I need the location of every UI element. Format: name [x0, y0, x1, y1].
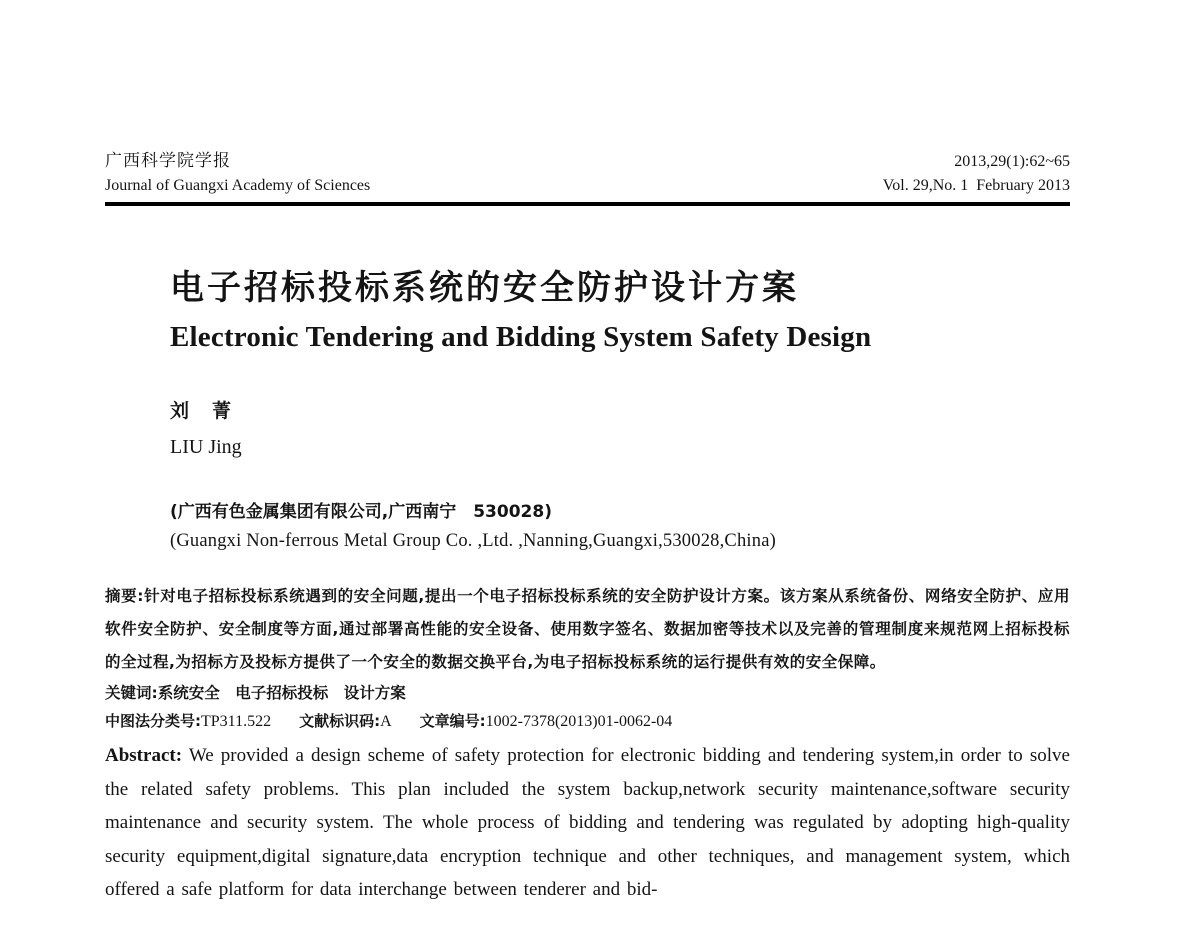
doc-code-value: A [380, 713, 392, 730]
article-id-value: 1002-7378(2013)01-0062-04 [485, 713, 673, 730]
volume-info: Vol. 29,No. 1 February 2013 [882, 177, 1070, 194]
affiliation-block [170, 497, 1070, 552]
affiliation-en: (Guangxi Non-ferrous Metal Group Co. ,Ltd. ,Nanning,Guangxi,530028,China) [170, 531, 776, 551]
abstract-chinese [105, 580, 1070, 679]
abstract-cn-text: 针对电子招标投标系统遇到的安全问题,提出一个电子招标投标系统的安全防护设计方案。该方案从系统备份、网络安全防护、应用软件安全防护、安全制度等方面,通过部署高性能的安全设备、使用数字签名、数据加密等技术以及完善的管理制度来规范网上招标投标的全过程,为招标方及投标方提供了一个安全的数据交换平台,为电子招标投标系统的运行提供有效的安全保障。 [105, 587, 1070, 671]
abstract-english [105, 739, 1070, 907]
author-block [170, 396, 1070, 459]
abstract-cn-label: 摘要: [105, 587, 144, 605]
title-block [170, 260, 1070, 354]
journal-title-cn: 广西科学院学报 [105, 151, 231, 171]
article-title-en: Electronic Tendering and Bidding System Safety Design [170, 321, 872, 353]
article-id-label: 文章编号: [419, 712, 486, 730]
clc-value: TP311.522 [201, 713, 272, 730]
keywords-text: 系统安全 电子招标投标 设计方案 [157, 684, 406, 702]
keywords-label: 关键词: [105, 684, 158, 702]
journal-title-en: Journal of Guangxi Academy of Sciences [105, 177, 371, 194]
article-title-cn: 电子招标投标系统的安全防护设计方案 [170, 268, 799, 308]
header-divider [105, 202, 1070, 206]
clc-label: 中图法分类号: [105, 712, 201, 730]
article-id-pair [420, 712, 673, 730]
doc-code-label: 文献标识码: [299, 712, 381, 730]
author-name-cn: 刘 菁 [170, 400, 234, 422]
author-name-en: LIU Jing [170, 436, 242, 458]
abstract-en-text: We provided a design scheme of safety protection for electronic bidding and tendering system,in order to solve the related safety problems. This plan included the system backup,network security maintenance,software security maintenance and security system. The whole process of bidding and tendering was regulated by adopting high-quality security equipment,digital signature,data encryption technique and other techniques, and management system, which offered a safe platform for data interchange between tenderer and bid- [105, 745, 1070, 900]
journal-identity [105, 146, 370, 195]
classification-line [105, 708, 1070, 735]
affiliation-cn: (广西有色金属集团有限公司,广西南宁 530028) [170, 502, 552, 522]
journal-header [105, 146, 1070, 195]
abstract-en-label: Abstract: [105, 745, 183, 766]
clc-pair [105, 712, 271, 730]
citation-info: 2013,29(1):62~65 [954, 153, 1070, 170]
doc-code-pair [299, 712, 392, 730]
keywords-line [105, 680, 1070, 707]
issue-info [883, 153, 1070, 195]
